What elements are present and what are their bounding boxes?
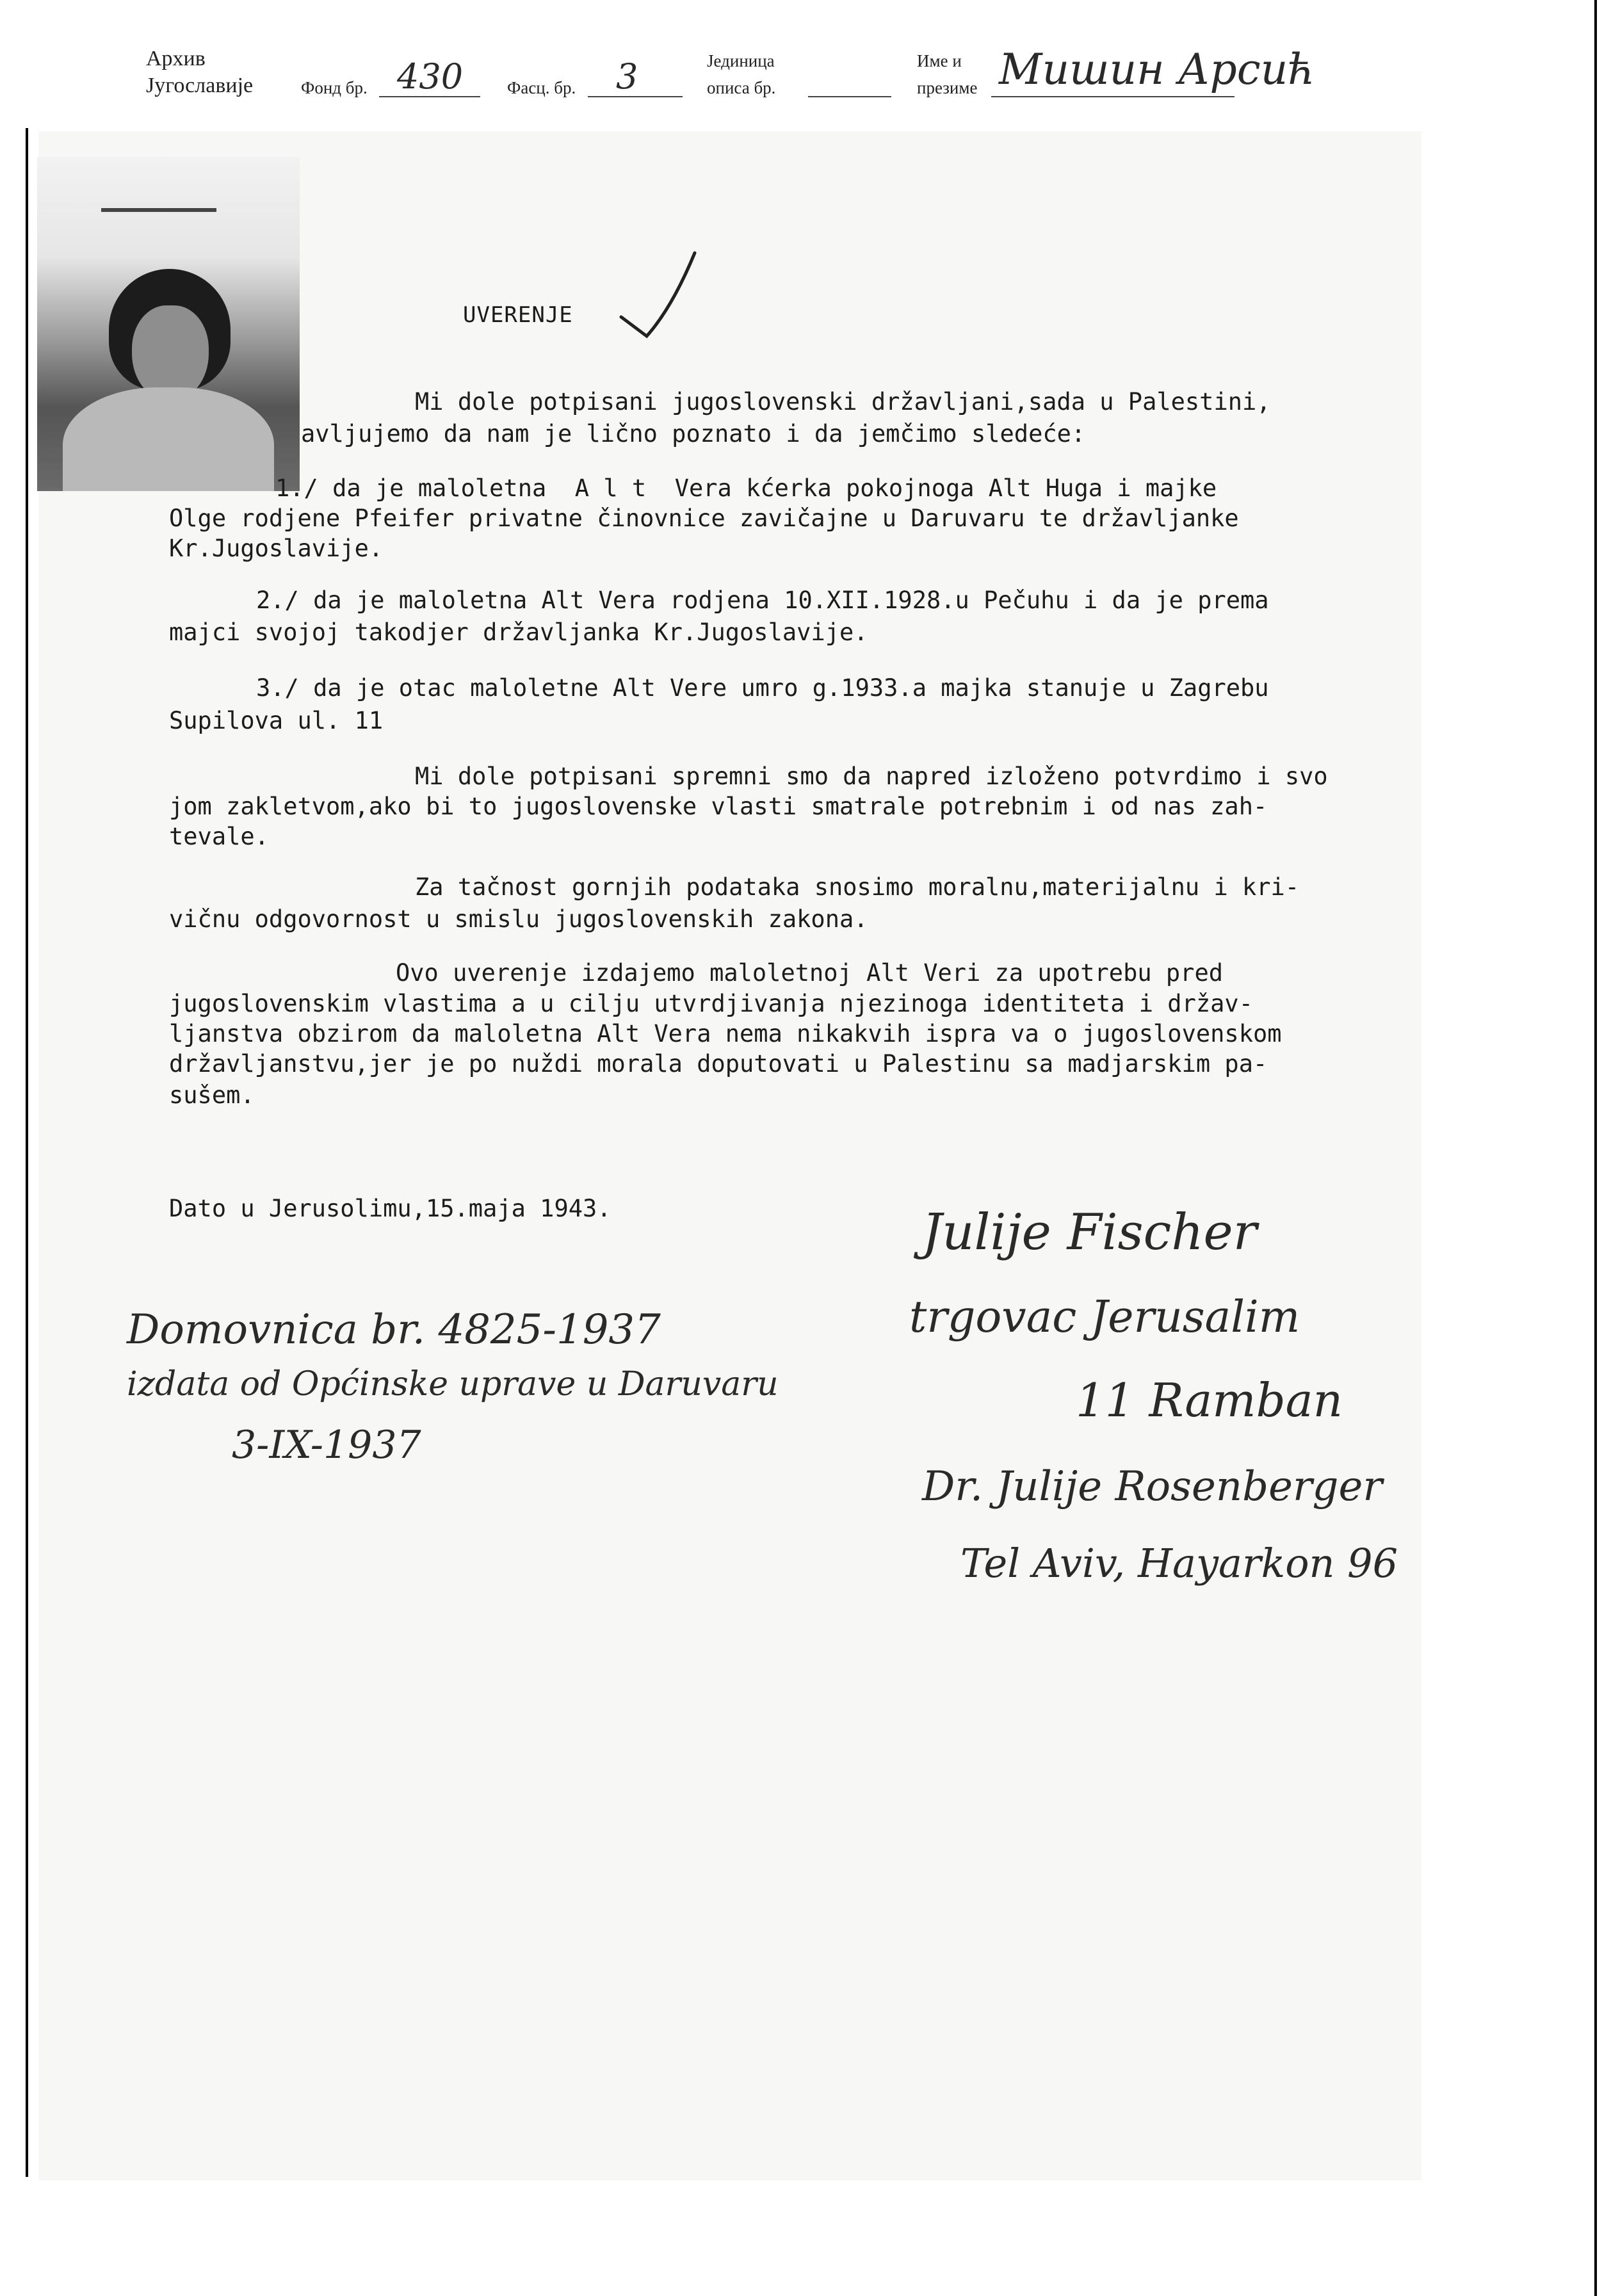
body-line-9: Supilova ul. 11	[169, 707, 384, 734]
signature-1-name: Julije Fischer	[922, 1204, 1257, 1261]
handwritten-note-line2: izdata od Općinske uprave u Daruvaru	[127, 1365, 779, 1403]
check-mark-icon	[615, 250, 711, 346]
document-title: UVERENJE	[463, 302, 573, 328]
body-line-15: Ovo uverenje izdajemo maloletnoj Alt Veri za upotrebu pred	[396, 959, 1224, 987]
body-line-13: Za tačnost gornjih podataka snosimo moralnu,materijalnu i kri-	[415, 873, 1300, 901]
body-line-12: tevale.	[169, 823, 269, 850]
fasc-label: Фасц. бр.	[507, 78, 576, 97]
body-line-3: 1./ da je maloletna A l t Vera kćerka pokojnoga Alt Huga i majke	[275, 474, 1217, 502]
fond-value: 430	[397, 56, 464, 97]
body-line-5: Kr.Jugoslavije.	[169, 535, 384, 562]
signature-1-occupation: trgovac Jerusalim	[909, 1292, 1300, 1343]
date-line: Dato u Jerusolimu,15.maja 1943.	[169, 1195, 611, 1222]
unit-label-line1: Јединица	[707, 51, 775, 70]
handwritten-note-line3: 3-IX-1937	[232, 1423, 421, 1467]
unit-underline	[808, 96, 891, 97]
frame-right-edge	[1594, 0, 1597, 2296]
frame-left-edge	[26, 128, 28, 2177]
body-line-16: jugoslovenskim vlastima a u cilju utvrdjivanja njezinoga identiteta i držav-	[169, 990, 1253, 1017]
archive-name-line2: Југославије	[146, 74, 254, 97]
handwritten-note-line1: Domovnica br. 4825-1937	[127, 1306, 661, 1354]
portrait-photo	[37, 157, 300, 491]
unit-label-line2: описа бр.	[707, 78, 776, 97]
body-line-1: Mi dole potpisani jugoslovenski državljani,sada u Palestini,	[415, 388, 1271, 416]
name-label-line1: Име и	[917, 51, 962, 70]
body-line-18: državljanstvu,jer je po nuždi morala doputovati u Palestinu sa madjarskim pa-	[169, 1050, 1268, 1078]
body-line-19: sušem.	[169, 1081, 255, 1109]
signature-2-name: Dr. Julije Rosenberger	[922, 1463, 1382, 1510]
body-line-14: vičnu odgovornost u smislu jugoslovenskih zakona.	[169, 905, 868, 933]
signature-1-address: 11 Ramban	[1076, 1373, 1343, 1427]
fond-underline	[379, 96, 480, 97]
fasc-value: 3	[616, 56, 638, 97]
name-label-line2: презиме	[917, 78, 978, 97]
archive-name-line1: Архив	[146, 47, 206, 70]
name-underline	[991, 96, 1235, 97]
signature-2-address: Tel Aviv, Hayarkon 96	[960, 1540, 1398, 1587]
body-line-6: 2./ da je maloletna Alt Vera rodjena 10.XII.1928.u Pečuhu i da je prema	[256, 586, 1269, 614]
fond-label: Фонд бр.	[301, 78, 368, 97]
fasc-underline	[588, 96, 683, 97]
body-line-10: Mi dole potpisani spremni smo da napred izloženo potvrdimo i svo	[415, 763, 1328, 790]
body-line-17: ljanstva obzirom da maloletna Alt Vera nema nikakvih ispra va o jugoslovenskom	[169, 1020, 1282, 1047]
body-line-2: avljujemo da nam je lično poznato i da jemčimo sledeće:	[301, 420, 1086, 448]
body-line-11: jom zakletvom,ako bi to jugoslovenske vlasti smatrale potrebnim i od nas zah-	[169, 793, 1268, 820]
body-line-7: majci svojoj takodjer državljanka Kr.Jugoslavije.	[169, 618, 868, 646]
name-value: Мишин Арсић	[999, 45, 1315, 94]
body-line-8: 3./ da je otac maloletne Alt Vere umro g.1933.a majka stanuje u Zagrebu	[256, 674, 1269, 702]
body-line-4: Olge rodjene Pfeifer privatne činovnice zavičajne u Daruvaru te državljanke	[169, 505, 1239, 532]
